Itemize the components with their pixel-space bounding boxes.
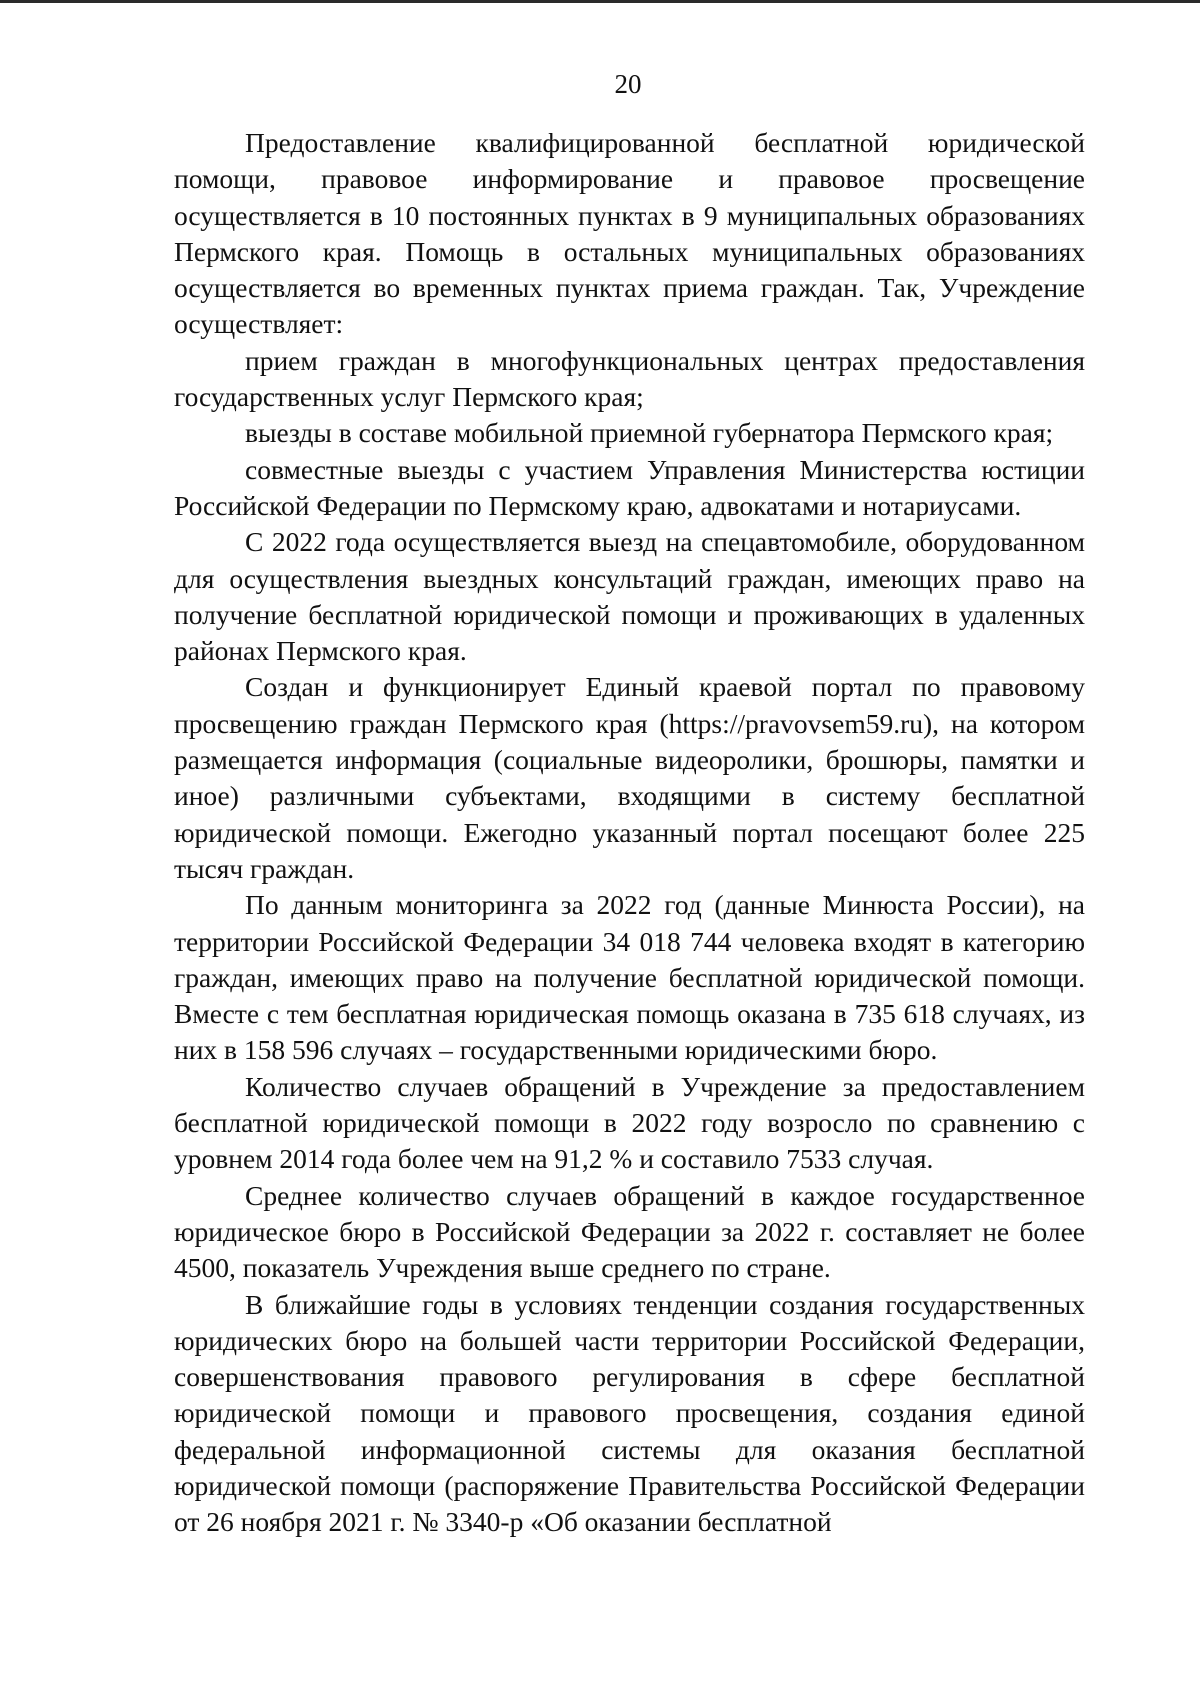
page-number: 20 bbox=[614, 69, 642, 99]
paragraph: Среднее количество случаев обращений в каждое государственное юридическое бюро в Российской Федерации за 2022 г. составляет не более 4500, показатель Учреждения выше среднего по стране. bbox=[174, 1179, 1085, 1284]
paragraph: Предоставление квалифицированной бесплатной юридической помощи, правовое информирование и правовое просвещение осуществляется в 10 постоянных пунктах в 9 муниципальных образованиях Пермского края. Помощь в остальных муниципальных образованиях осуществляется во временных пунктах приема граждан. Так, Учреждение осуществляет: bbox=[174, 127, 1085, 340]
paragraph: совместные выезды с участием Управления Министерства юстиции Российской Федерации по Пермскому краю, адвокатами и нотариусами. bbox=[174, 453, 1085, 521]
paragraph: Количество случаев обращений в Учреждение за предоставлением бесплатной юридической помощи в 2022 году возросло по сравнению с уровнем 2014 года более чем на 91,2 % и составило 7533 случая. bbox=[174, 1070, 1085, 1175]
paragraph: Создан и функционирует Единый краевой портал по правовому просвещению граждан Пермского края (https://pravovsem59.ru), на котором размещается информация (социальные видеоролики, брошюры, памятки и иное) различными субъектами, входящими в систему бесплатной юридической помощи. Ежегодно указанный портал посещают более 225 тысяч граждан. bbox=[174, 671, 1085, 884]
paragraph: По данным мониторинга за 2022 год (данные Минюста России), на территории Российской Федерации 34 018 744 человека входят в категорию граждан, имеющих право на получение бесплатной юридической помощи. Вместе с тем бесплатная юридическая помощь оказана в 735 618 случаях, из них в 158 596 случаях – государственными юридическими бюро. bbox=[174, 889, 1085, 1066]
scan-top-edge bbox=[0, 0, 1200, 3]
paragraph: выезды в составе мобильной приемной губернатора Пермского края; bbox=[245, 417, 1054, 449]
document-body bbox=[174, 125, 1085, 1541]
paragraph: С 2022 года осуществляется выезд на спецавтомобиле, оборудованном для осуществления выездных консультаций граждан, имеющих право на получение бесплатной юридической помощи и проживающих в удаленных районах Пермского края. bbox=[174, 526, 1085, 667]
paragraph: прием граждан в многофункциональных центрах предоставления государственных услуг Пермского края; bbox=[174, 344, 1085, 413]
paragraph: В ближайшие годы в условиях тенденции создания государственных юридических бюро на большей части территории Российской Федерации, совершенствования правового регулирования в сфере бесплатной юридической помощи и правового просвещения, создания единой федеральной информационной системы для оказания бесплатной юридической помощи (распоряжение Правительства Российской Федерации от 26 ноября 2021 г. № 3340-р «Об оказании бесплатной bbox=[174, 1288, 1085, 1538]
